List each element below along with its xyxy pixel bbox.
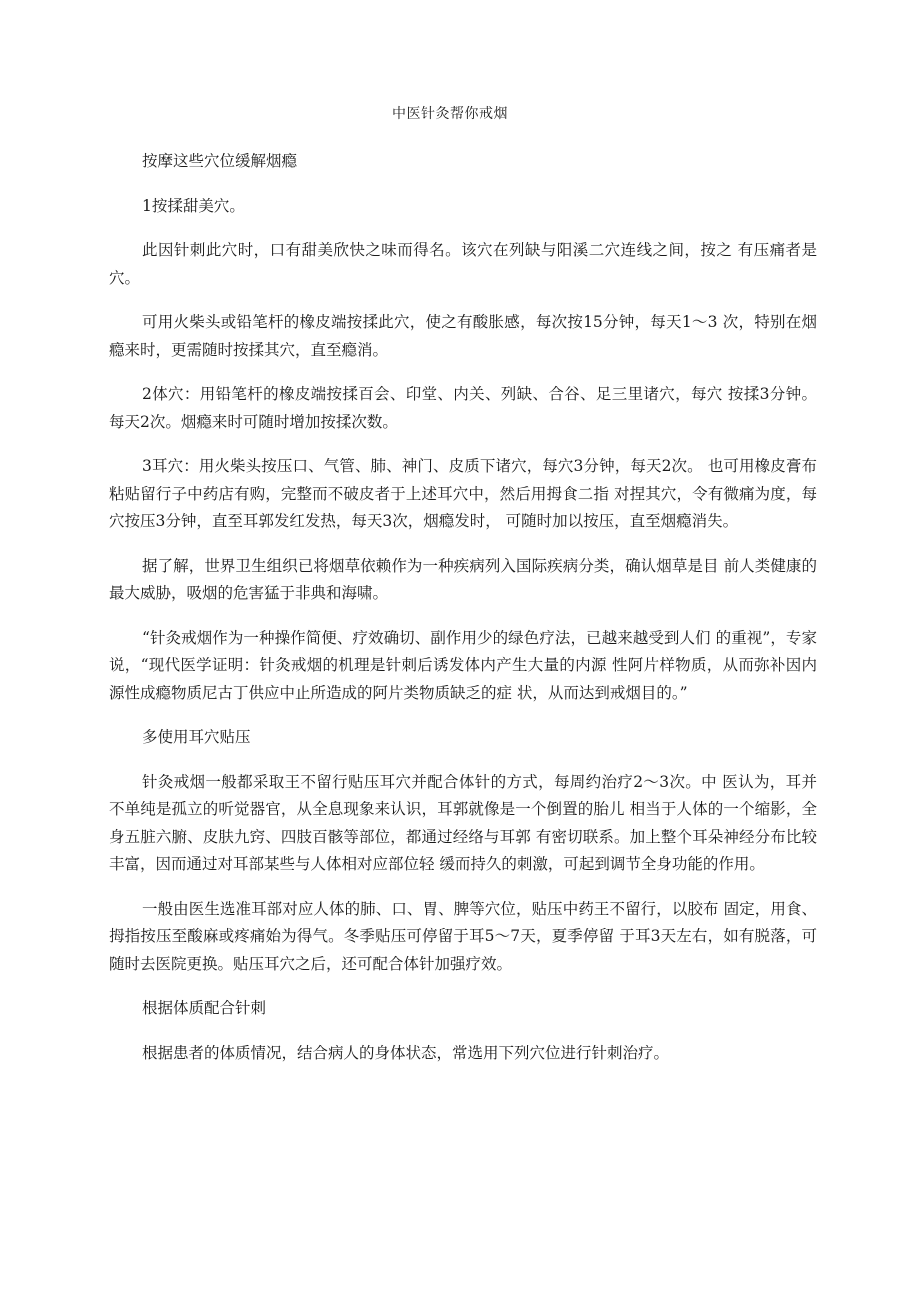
paragraph: 针灸戒烟一般都采取王不留行贴压耳穴并配合体针的方式，每周约治疗2〜3次。中 医认为，耳并不单纯是孤立的听觉器官，从全息现象来认识，耳郭就像是一个倒置的胎儿 相当于人体的一个缩影，全身五脏六腑、皮肤九窍、四肢百骸等部位，都通过经络与耳郭 有密切联系。加上整个耳朵神经分布比较丰富，因而通过对耳部某些与人体相对应部位轻 缓而持久的刺激，可起到调节全身功能的作用。 [109, 772, 817, 873]
document-title: 中医针灸帮你戒烟 [392, 106, 508, 122]
section-heading-ear-points: 多使用耳穴贴压 [142, 728, 251, 746]
paragraph: 3耳穴：用火柴头按压口、气管、肺、神门、皮质下诸穴，每穴3分钟，每天2次。 也可用橡皮膏布粘贴留行子中药店有购，完整而不破皮者于上述耳穴中，然后用拇食二指 对捏其穴，令有微痛为度，每穴按压3分钟，直至耳郭发红发热，每天3次，烟瘾发时， 可随时加以按压，直至烟瘾消失。 [109, 457, 817, 530]
paragraph: 2体穴：用铅笔杆的橡皮端按揉百会、印堂、内关、列缺、合谷、足三里诸穴，每穴 按揉3分钟。每天2次。烟瘾来时可随时增加按揉次数。 [109, 385, 817, 431]
paragraph: 根据患者的体质情况，结合病人的身体状态，常选用下列穴位进行针刺治疗。 [142, 1043, 670, 1062]
document-body [109, 148, 817, 1084]
section-heading-massage: 按摩这些穴位缓解烟瘾 [142, 152, 298, 170]
subheading-tianmei-point: 1按揉甜美穴。 [142, 196, 245, 215]
paragraph: 一般由医生选准耳部对应人体的肺、口、胃、脾等穴位，贴压中药王不留行，以胶布 固定，用食、拇指按压至酸麻或疼痛始为得气。冬季贴压可停留于耳5〜7天，夏季停留 于耳3天左右，如有脱落，可随时去医院更换。贴压耳穴之后，还可配合体针加强疗效。 [109, 899, 817, 973]
paragraph: 此因针刺此穴时，口有甜美欣快之味而得名。该穴在列缺与阳溪二穴连线之间，按之 有压痛者是穴。 [109, 241, 817, 287]
paragraph: 据了解，世界卫生组织已将烟草依赖作为一种疾病列入国际疾病分类，确认烟草是目 前人类健康的最大威胁，吸烟的危害猛于非典和海啸。 [109, 556, 817, 602]
paragraph: “针灸戒烟作为一种操作简便、疗效确切、副作用少的绿色疗法，已越来越受到人们 的重视”，专家说，“现代医学证明：针灸戒烟的机理是针刺后诱发体内产生大量的内源 性阿片样物质，从而弥补因内源性成瘾物质尼古丁供应中止所造成的阿片类物质缺乏的症 状，从而达到戒烟目的。” [109, 628, 817, 702]
paragraph: 可用火柴头或铅笔杆的橡皮端按揉此穴，使之有酸胀感，每次按15分钟，每天1〜3 次，特别在烟瘾来时，更需随时按揉其穴，直至瘾消。 [109, 313, 817, 359]
section-heading-constitution: 根据体质配合针刺 [142, 999, 267, 1017]
